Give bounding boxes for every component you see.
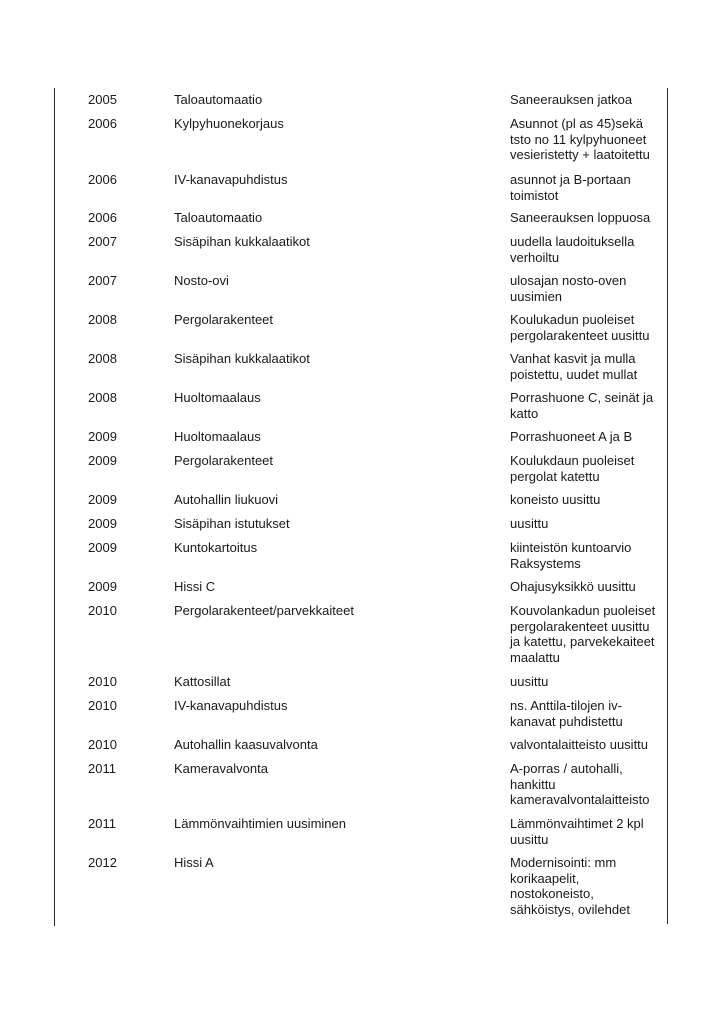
list-row xyxy=(0,116,670,163)
item-cell: IV-kanavapuhdistus xyxy=(174,172,288,187)
year-cell: 2005 xyxy=(88,92,117,107)
year-cell: 2008 xyxy=(88,312,117,327)
list-row xyxy=(0,540,670,571)
year-cell: 2010 xyxy=(88,603,117,618)
item-cell: IV-kanavapuhdistus xyxy=(174,698,288,713)
year-cell: 2007 xyxy=(88,234,117,249)
note-cell: Vanhat kasvit ja mulla poistettu, uudet mullat xyxy=(510,351,638,382)
item-cell: Kuntokartoitus xyxy=(174,540,258,555)
item-cell: Pergolarakenteet xyxy=(174,453,274,468)
note-cell: uusittu xyxy=(510,674,549,689)
list-row xyxy=(0,579,670,595)
list-row xyxy=(0,210,670,226)
note-cell: ns. Anttila-tilojen iv- kanavat puhdistettu xyxy=(510,698,623,729)
list-row xyxy=(0,273,670,304)
note-cell: Saneerauksen loppuosa xyxy=(510,210,651,225)
item-cell: Lämmönvaihtimien uusiminen xyxy=(174,816,346,831)
year-cell: 2011 xyxy=(88,761,116,776)
list-row xyxy=(0,816,670,847)
list-row xyxy=(0,351,670,382)
item-cell: Huoltomaalaus xyxy=(174,390,261,405)
year-cell: 2010 xyxy=(88,737,117,752)
list-row xyxy=(0,453,670,484)
note-cell: Koulukdaun puoleiset pergolat katettu xyxy=(510,453,635,484)
note-cell: Modernisointi: mm korikaapelit, nostokoneisto, sähköistys, ovilehdet xyxy=(510,855,630,917)
year-cell: 2006 xyxy=(88,172,117,187)
list-row xyxy=(0,516,670,532)
note-cell: Koulukadun puoleiset pergolarakenteet uusittu xyxy=(510,312,650,343)
list-row xyxy=(0,603,670,665)
note-cell: Porrashuoneet A ja B xyxy=(510,429,633,444)
item-cell: Taloautomaatio xyxy=(174,92,263,107)
year-cell: 2011 xyxy=(88,816,116,831)
item-cell: Hissi A xyxy=(174,855,214,870)
list-row xyxy=(0,92,670,108)
year-cell: 2006 xyxy=(88,116,117,131)
list-row xyxy=(0,737,670,753)
list-row xyxy=(0,234,670,265)
note-cell: Porrashuone C, seinät ja katto xyxy=(510,390,654,421)
year-cell: 2010 xyxy=(88,698,117,713)
year-cell: 2009 xyxy=(88,540,117,555)
list-row xyxy=(0,698,670,729)
item-cell: Nosto-ovi xyxy=(174,273,229,288)
item-cell: Huoltomaalaus xyxy=(174,429,261,444)
year-cell: 2009 xyxy=(88,516,117,531)
year-cell: 2008 xyxy=(88,351,117,366)
note-cell: koneisto uusittu xyxy=(510,492,601,507)
year-cell: 2009 xyxy=(88,492,117,507)
year-cell: 2009 xyxy=(88,579,117,594)
year-cell: 2008 xyxy=(88,390,117,405)
year-cell: 2006 xyxy=(88,210,117,225)
note-cell: valvontalaitteisto uusittu xyxy=(510,737,649,752)
item-cell: Autohallin kaasuvalvonta xyxy=(174,737,318,752)
item-cell: Hissi C xyxy=(174,579,216,594)
item-cell: Sisäpihan kukkalaatikot xyxy=(174,351,310,366)
list-row xyxy=(0,492,670,508)
note-cell: Ohajusyksikkö uusittu xyxy=(510,579,636,594)
year-cell: 2010 xyxy=(88,674,117,689)
year-cell: 2009 xyxy=(88,453,117,468)
list-row xyxy=(0,429,670,445)
item-cell: Sisäpihan istutukset xyxy=(174,516,290,531)
item-cell: Kylpyhuonekorjaus xyxy=(174,116,284,131)
note-cell: Saneerauksen jatkoa xyxy=(510,92,633,107)
note-cell: ulosajan nosto-oven uusimien xyxy=(510,273,627,304)
list-row xyxy=(0,761,670,808)
note-cell: kiinteistön kuntoarvio Raksystems xyxy=(510,540,632,571)
note-cell: Lämmönvaihtimet 2 kpl uusittu xyxy=(510,816,644,847)
item-cell: Kattosillat xyxy=(174,674,231,689)
list-row xyxy=(0,855,670,917)
item-cell: Autohallin liukuovi xyxy=(174,492,279,507)
note-cell: uusittu xyxy=(510,516,549,531)
year-cell: 2009 xyxy=(88,429,117,444)
item-cell: Kameravalvonta xyxy=(174,761,268,776)
item-cell: Taloautomaatio xyxy=(174,210,263,225)
list-row xyxy=(0,390,670,421)
note-cell: Kouvolankadun puoleiset pergolarakenteet uusittu ja katettu, parvekekaiteet maalattu xyxy=(510,603,656,665)
note-cell: A-porras / autohalli, hankittu kameravalvontalaitteisto xyxy=(510,761,650,807)
note-cell: asunnot ja B-portaan toimistot xyxy=(510,172,631,203)
item-cell: Sisäpihan kukkalaatikot xyxy=(174,234,310,249)
list-row xyxy=(0,172,670,203)
note-cell: Asunnot (pl as 45)sekä tsto no 11 kylpyhuoneet vesieristetty + laatoitettu xyxy=(510,116,650,162)
note-cell: uudella laudoituksella verhoiltu xyxy=(510,234,635,265)
item-cell: Pergolarakenteet xyxy=(174,312,274,327)
list-row xyxy=(0,674,670,690)
year-cell: 2012 xyxy=(88,855,117,870)
year-cell: 2007 xyxy=(88,273,117,288)
item-cell: Pergolarakenteet/parvekkaiteet xyxy=(174,603,354,618)
list-row xyxy=(0,312,670,343)
